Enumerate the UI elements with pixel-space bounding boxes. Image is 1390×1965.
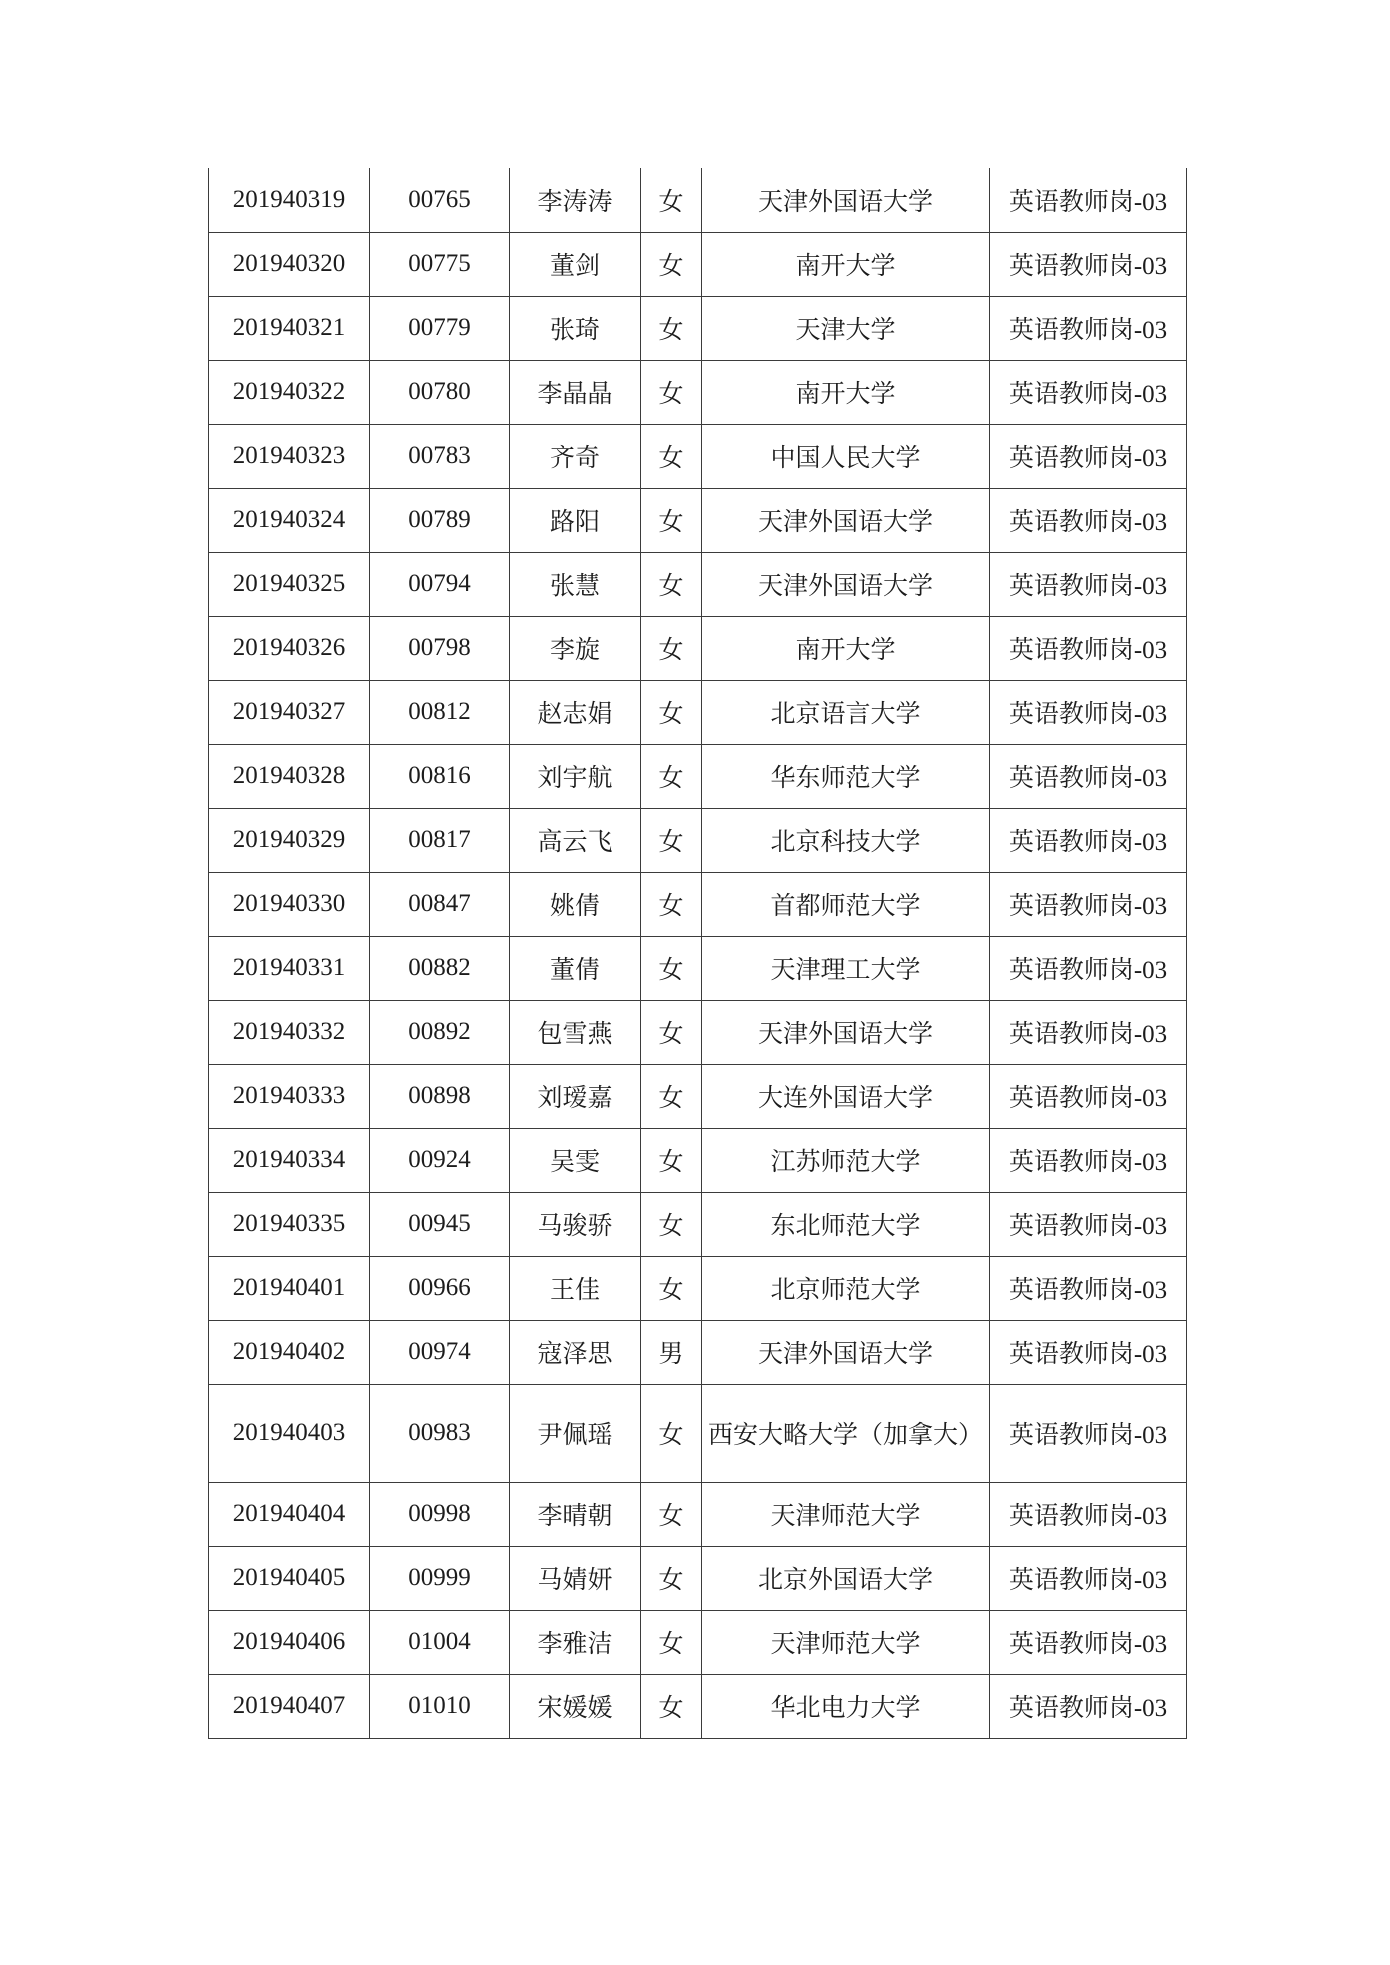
- table-row: [209, 1064, 1187, 1128]
- table-row: [209, 296, 1187, 360]
- roster-table-body: [209, 168, 1187, 1738]
- cell-exam-id: 201940320: [209, 232, 370, 296]
- cell-university: 南开大学: [702, 232, 990, 296]
- cell-name: 齐奇: [510, 424, 641, 488]
- cell-code: 00847: [370, 872, 510, 936]
- cell-exam-id: 201940323: [209, 424, 370, 488]
- cell-name: 王佳: [510, 1256, 641, 1320]
- cell-gender: 男: [641, 1320, 702, 1384]
- cell-gender: 女: [641, 424, 702, 488]
- cell-gender: 女: [641, 808, 702, 872]
- cell-position: 英语教师岗-03: [990, 1128, 1187, 1192]
- cell-gender: 女: [641, 1192, 702, 1256]
- cell-university: 北京科技大学: [702, 808, 990, 872]
- cell-exam-id: 201940333: [209, 1064, 370, 1128]
- table-row: [209, 808, 1187, 872]
- cell-university: 天津外国语大学: [702, 488, 990, 552]
- cell-exam-id: 201940326: [209, 616, 370, 680]
- cell-name: 李旋: [510, 616, 641, 680]
- cell-university: 北京师范大学: [702, 1256, 990, 1320]
- cell-position: 英语教师岗-03: [990, 680, 1187, 744]
- cell-gender: 女: [641, 1128, 702, 1192]
- cell-university: 天津外国语大学: [702, 1320, 990, 1384]
- cell-position: 英语教师岗-03: [990, 296, 1187, 360]
- cell-university: 天津师范大学: [702, 1610, 990, 1674]
- cell-name: 包雪燕: [510, 1000, 641, 1064]
- cell-position: 英语教师岗-03: [990, 360, 1187, 424]
- cell-code: 00998: [370, 1482, 510, 1546]
- cell-university: 东北师范大学: [702, 1192, 990, 1256]
- cell-position: 英语教师岗-03: [990, 1384, 1187, 1482]
- cell-exam-id: 201940406: [209, 1610, 370, 1674]
- cell-exam-id: 201940404: [209, 1482, 370, 1546]
- cell-position: 英语教师岗-03: [990, 1482, 1187, 1546]
- cell-university: 江苏师范大学: [702, 1128, 990, 1192]
- table-row: [209, 1256, 1187, 1320]
- cell-exam-id: 201940403: [209, 1384, 370, 1482]
- cell-position: 英语教师岗-03: [990, 168, 1187, 232]
- cell-gender: 女: [641, 616, 702, 680]
- cell-gender: 女: [641, 296, 702, 360]
- cell-position: 英语教师岗-03: [990, 1000, 1187, 1064]
- cell-position: 英语教师岗-03: [990, 872, 1187, 936]
- table-row: [209, 1000, 1187, 1064]
- cell-exam-id: 201940321: [209, 296, 370, 360]
- cell-name: 李晶晶: [510, 360, 641, 424]
- table-row: [209, 616, 1187, 680]
- cell-gender: 女: [641, 1482, 702, 1546]
- cell-position: 英语教师岗-03: [990, 488, 1187, 552]
- cell-name: 寇泽思: [510, 1320, 641, 1384]
- cell-exam-id: 201940325: [209, 552, 370, 616]
- cell-position: 英语教师岗-03: [990, 1192, 1187, 1256]
- cell-code: 00966: [370, 1256, 510, 1320]
- cell-name: 尹佩瑶: [510, 1384, 641, 1482]
- cell-name: 姚倩: [510, 872, 641, 936]
- cell-gender: 女: [641, 552, 702, 616]
- cell-exam-id: 201940327: [209, 680, 370, 744]
- cell-position: 英语教师岗-03: [990, 1064, 1187, 1128]
- cell-code: 00882: [370, 936, 510, 1000]
- cell-exam-id: 201940332: [209, 1000, 370, 1064]
- cell-university: 南开大学: [702, 616, 990, 680]
- cell-gender: 女: [641, 872, 702, 936]
- cell-position: 英语教师岗-03: [990, 616, 1187, 680]
- cell-code: 00794: [370, 552, 510, 616]
- cell-code: 00765: [370, 168, 510, 232]
- cell-exam-id: 201940322: [209, 360, 370, 424]
- cell-name: 董剑: [510, 232, 641, 296]
- cell-university: 大连外国语大学: [702, 1064, 990, 1128]
- cell-gender: 女: [641, 1674, 702, 1738]
- table-row: [209, 1610, 1187, 1674]
- cell-gender: 女: [641, 488, 702, 552]
- table-row: [209, 168, 1187, 232]
- cell-university: 北京外国语大学: [702, 1546, 990, 1610]
- cell-code: 00789: [370, 488, 510, 552]
- cell-position: 英语教师岗-03: [990, 1546, 1187, 1610]
- cell-gender: 女: [641, 1064, 702, 1128]
- cell-exam-id: 201940319: [209, 168, 370, 232]
- cell-exam-id: 201940330: [209, 872, 370, 936]
- cell-gender: 女: [641, 1546, 702, 1610]
- cell-university: 天津外国语大学: [702, 552, 990, 616]
- cell-code: 00999: [370, 1546, 510, 1610]
- cell-code: 00798: [370, 616, 510, 680]
- cell-code: 00892: [370, 1000, 510, 1064]
- cell-name: 刘宇航: [510, 744, 641, 808]
- cell-name: 李涛涛: [510, 168, 641, 232]
- table-row: [209, 936, 1187, 1000]
- cell-university: 中国人民大学: [702, 424, 990, 488]
- cell-name: 刘瑷嘉: [510, 1064, 641, 1128]
- cell-exam-id: 201940405: [209, 1546, 370, 1610]
- cell-code: 00924: [370, 1128, 510, 1192]
- cell-code: 00783: [370, 424, 510, 488]
- cell-gender: 女: [641, 168, 702, 232]
- cell-name: 马婧妍: [510, 1546, 641, 1610]
- cell-university: 南开大学: [702, 360, 990, 424]
- cell-code: 00817: [370, 808, 510, 872]
- cell-name: 马骏骄: [510, 1192, 641, 1256]
- cell-name: 路阳: [510, 488, 641, 552]
- cell-university: 华东师范大学: [702, 744, 990, 808]
- cell-position: 英语教师岗-03: [990, 1256, 1187, 1320]
- table-row: [209, 680, 1187, 744]
- cell-position: 英语教师岗-03: [990, 552, 1187, 616]
- cell-gender: 女: [641, 680, 702, 744]
- cell-gender: 女: [641, 744, 702, 808]
- cell-position: 英语教师岗-03: [990, 1610, 1187, 1674]
- cell-name: 李雅洁: [510, 1610, 641, 1674]
- cell-university: 北京语言大学: [702, 680, 990, 744]
- cell-gender: 女: [641, 1256, 702, 1320]
- table-row: [209, 1384, 1187, 1482]
- cell-exam-id: 201940324: [209, 488, 370, 552]
- cell-university: 天津理工大学: [702, 936, 990, 1000]
- cell-position: 英语教师岗-03: [990, 744, 1187, 808]
- cell-code: 00779: [370, 296, 510, 360]
- cell-gender: 女: [641, 1610, 702, 1674]
- cell-code: 01004: [370, 1610, 510, 1674]
- table-row: [209, 872, 1187, 936]
- cell-university: 天津外国语大学: [702, 168, 990, 232]
- table-row: [209, 232, 1187, 296]
- cell-code: 00898: [370, 1064, 510, 1128]
- table-row: [209, 424, 1187, 488]
- cell-exam-id: 201940335: [209, 1192, 370, 1256]
- table-row: [209, 1192, 1187, 1256]
- cell-position: 英语教师岗-03: [990, 424, 1187, 488]
- table-row: [209, 360, 1187, 424]
- cell-name: 高云飞: [510, 808, 641, 872]
- cell-university: 天津师范大学: [702, 1482, 990, 1546]
- cell-name: 董倩: [510, 936, 641, 1000]
- cell-code: 00974: [370, 1320, 510, 1384]
- table-row: [209, 1546, 1187, 1610]
- cell-exam-id: 201940334: [209, 1128, 370, 1192]
- cell-gender: 女: [641, 232, 702, 296]
- cell-name: 赵志娟: [510, 680, 641, 744]
- cell-code: 00812: [370, 680, 510, 744]
- table-row: [209, 1320, 1187, 1384]
- cell-exam-id: 201940402: [209, 1320, 370, 1384]
- candidate-roster-table: [208, 168, 1187, 1739]
- cell-gender: 女: [641, 360, 702, 424]
- cell-exam-id: 201940329: [209, 808, 370, 872]
- table-row: [209, 488, 1187, 552]
- cell-gender: 女: [641, 936, 702, 1000]
- cell-university: 首都师范大学: [702, 872, 990, 936]
- cell-code: 00775: [370, 232, 510, 296]
- cell-exam-id: 201940407: [209, 1674, 370, 1738]
- cell-name: 李晴朝: [510, 1482, 641, 1546]
- table-row: [209, 1482, 1187, 1546]
- cell-gender: 女: [641, 1384, 702, 1482]
- cell-exam-id: 201940328: [209, 744, 370, 808]
- cell-name: 吴雯: [510, 1128, 641, 1192]
- cell-position: 英语教师岗-03: [990, 232, 1187, 296]
- cell-position: 英语教师岗-03: [990, 1320, 1187, 1384]
- cell-code: 00983: [370, 1384, 510, 1482]
- cell-exam-id: 201940331: [209, 936, 370, 1000]
- cell-position: 英语教师岗-03: [990, 1674, 1187, 1738]
- cell-name: 张琦: [510, 296, 641, 360]
- cell-university: 华北电力大学: [702, 1674, 990, 1738]
- cell-code: 01010: [370, 1674, 510, 1738]
- table-row: [209, 744, 1187, 808]
- cell-university: 西安大略大学（加拿大）: [702, 1384, 990, 1482]
- cell-name: 宋媛媛: [510, 1674, 641, 1738]
- cell-university: 天津外国语大学: [702, 1000, 990, 1064]
- table-row: [209, 1128, 1187, 1192]
- cell-position: 英语教师岗-03: [990, 808, 1187, 872]
- cell-position: 英语教师岗-03: [990, 936, 1187, 1000]
- cell-code: 00780: [370, 360, 510, 424]
- table-row: [209, 552, 1187, 616]
- cell-code: 00816: [370, 744, 510, 808]
- table-row: [209, 1674, 1187, 1738]
- cell-exam-id: 201940401: [209, 1256, 370, 1320]
- cell-university: 天津大学: [702, 296, 990, 360]
- cell-code: 00945: [370, 1192, 510, 1256]
- cell-gender: 女: [641, 1000, 702, 1064]
- cell-name: 张慧: [510, 552, 641, 616]
